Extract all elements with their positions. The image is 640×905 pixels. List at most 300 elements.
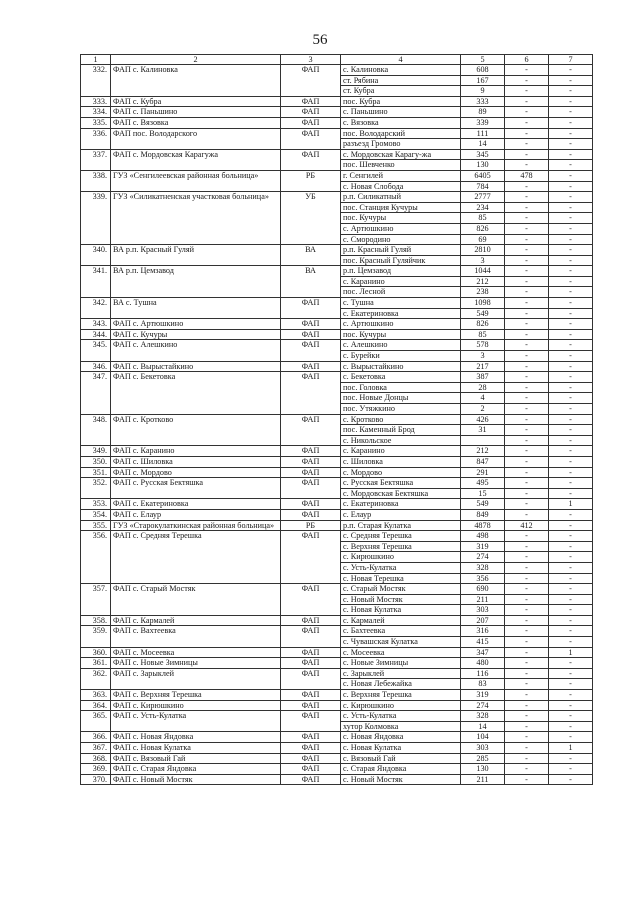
population: 85 xyxy=(461,329,505,340)
value-col-6: - xyxy=(505,509,549,520)
population: 495 xyxy=(461,478,505,489)
population: 130 xyxy=(461,764,505,775)
facility-type: ФАП xyxy=(281,668,341,689)
population: 549 xyxy=(461,308,505,319)
settlement-name: с. Алешкино xyxy=(341,340,461,351)
value-col-7: - xyxy=(549,372,593,383)
row-number: 359. xyxy=(81,626,111,647)
population: 847 xyxy=(461,456,505,467)
facility-type: ФАП xyxy=(281,700,341,711)
value-col-7: - xyxy=(549,584,593,595)
value-col-6: - xyxy=(505,319,549,330)
settlement-name: с. Новый Мостяк xyxy=(341,594,461,605)
value-col-7: - xyxy=(549,467,593,478)
settlement-name: с. Средняя Терешка xyxy=(341,531,461,542)
value-col-7: - xyxy=(549,425,593,436)
settlement-name: с. Мордовская Карагу-жа xyxy=(341,149,461,160)
value-col-6: - xyxy=(505,488,549,499)
facility-name: ФАП с. Вахтеевка xyxy=(111,626,281,647)
value-col-7: - xyxy=(549,202,593,213)
value-col-7: - xyxy=(549,382,593,393)
value-col-6: - xyxy=(505,139,549,150)
value-col-6: - xyxy=(505,414,549,425)
row-number: 341. xyxy=(81,266,111,298)
value-col-7: - xyxy=(549,732,593,743)
value-col-7: - xyxy=(549,414,593,425)
settlement-name: с. Верхняя Терешка xyxy=(341,690,461,701)
population: 328 xyxy=(461,711,505,722)
value-col-6: - xyxy=(505,679,549,690)
facility-name: ФАП с. Кармалей xyxy=(111,615,281,626)
settlement-name: с. Бахтеевка xyxy=(341,626,461,637)
row-number: 363. xyxy=(81,690,111,701)
settlement-name: с. Новая Кулатка xyxy=(341,605,461,616)
value-col-7: - xyxy=(549,764,593,775)
population: 549 xyxy=(461,499,505,510)
value-col-6: - xyxy=(505,626,549,637)
table-row xyxy=(81,690,593,701)
value-col-6: - xyxy=(505,96,549,107)
value-col-7: - xyxy=(549,170,593,181)
population: 319 xyxy=(461,541,505,552)
facility-name: ФАП с. Зарыклей xyxy=(111,668,281,689)
row-number: 356. xyxy=(81,531,111,584)
row-number: 340. xyxy=(81,245,111,266)
facility-type: ФАП xyxy=(281,753,341,764)
value-col-6: - xyxy=(505,75,549,86)
table-row xyxy=(81,149,593,160)
row-number: 360. xyxy=(81,647,111,658)
settlement-name: с. Русская Бектяшка xyxy=(341,478,461,489)
population: 347 xyxy=(461,647,505,658)
population: 69 xyxy=(461,234,505,245)
value-col-6: - xyxy=(505,329,549,340)
population: 578 xyxy=(461,340,505,351)
facility-type: ФАП xyxy=(281,732,341,743)
settlement-name: пос. Каменный Брод xyxy=(341,425,461,436)
value-col-7: - xyxy=(549,149,593,160)
facility-name: ФАП с. Новая Кулатка xyxy=(111,743,281,754)
value-col-7: - xyxy=(549,96,593,107)
value-col-7: - xyxy=(549,700,593,711)
population: 212 xyxy=(461,276,505,287)
facility-name: ГУЗ «Старокулаткинская районная больница» xyxy=(111,520,281,531)
settlement-name: пос. Станция Кучуры xyxy=(341,202,461,213)
value-col-7: - xyxy=(549,478,593,489)
settlement-name: хутор Колмовка xyxy=(341,721,461,732)
value-col-6: - xyxy=(505,308,549,319)
value-col-7: - xyxy=(549,435,593,446)
value-col-7: - xyxy=(549,319,593,330)
population: 15 xyxy=(461,488,505,499)
population: 111 xyxy=(461,128,505,139)
value-col-6: - xyxy=(505,743,549,754)
population: 234 xyxy=(461,202,505,213)
facility-type: ФАП xyxy=(281,329,341,340)
facility-type: ФАП xyxy=(281,414,341,446)
value-col-6: - xyxy=(505,774,549,785)
settlement-name: с. Чувашская Кулатка xyxy=(341,637,461,648)
facility-type: ФАП xyxy=(281,319,341,330)
settlement-name: пос. Головка xyxy=(341,382,461,393)
row-number: 335. xyxy=(81,117,111,128)
population: 291 xyxy=(461,467,505,478)
value-col-6: - xyxy=(505,202,549,213)
facility-name: ФАП с. Средняя Терешка xyxy=(111,531,281,584)
value-col-7: - xyxy=(549,75,593,86)
population: 274 xyxy=(461,700,505,711)
facility-name: ФАП с. Елаур xyxy=(111,509,281,520)
settlement-name: с. Смородино xyxy=(341,234,461,245)
facility-type: ФАП xyxy=(281,149,341,170)
settlement-name: с. Кротково xyxy=(341,414,461,425)
facility-type: ФАП xyxy=(281,361,341,372)
row-number: 333. xyxy=(81,96,111,107)
facility-name: ФАП с. Шиловка xyxy=(111,456,281,467)
facility-type: ФАП xyxy=(281,107,341,118)
population: 9 xyxy=(461,86,505,97)
settlement-name: пос. Кубра xyxy=(341,96,461,107)
value-col-7: - xyxy=(549,690,593,701)
value-col-7: 1 xyxy=(549,499,593,510)
population: 83 xyxy=(461,679,505,690)
row-number: 353. xyxy=(81,499,111,510)
settlement-name: с. Никольское xyxy=(341,435,461,446)
population: 2777 xyxy=(461,192,505,203)
row-number: 361. xyxy=(81,658,111,669)
table-row xyxy=(81,298,593,309)
settlement-name: с. Бурейки xyxy=(341,351,461,362)
table-row xyxy=(81,626,593,637)
value-col-6: - xyxy=(505,298,549,309)
facility-type: ФАП xyxy=(281,690,341,701)
population: 211 xyxy=(461,774,505,785)
value-col-6: - xyxy=(505,117,549,128)
population: 285 xyxy=(461,753,505,764)
table-row xyxy=(81,192,593,203)
row-number: 339. xyxy=(81,192,111,245)
value-col-7: - xyxy=(549,711,593,722)
value-col-6: - xyxy=(505,531,549,542)
settlement-name: пос. Утяжкино xyxy=(341,404,461,415)
settlement-name: с. Артюшкино xyxy=(341,319,461,330)
row-number: 354. xyxy=(81,509,111,520)
value-col-6: - xyxy=(505,637,549,648)
population: 333 xyxy=(461,96,505,107)
row-number: 338. xyxy=(81,170,111,191)
table-row xyxy=(81,117,593,128)
facility-type: ФАП xyxy=(281,456,341,467)
facility-name: ФАП с. Кучуры xyxy=(111,329,281,340)
header-col-3: 3 xyxy=(281,55,341,65)
table-row xyxy=(81,658,593,669)
population: 387 xyxy=(461,372,505,383)
facility-name: ФАП с. Старый Мостяк xyxy=(111,584,281,616)
value-col-7: - xyxy=(549,86,593,97)
value-col-6: - xyxy=(505,668,549,679)
population: 211 xyxy=(461,594,505,605)
population: 274 xyxy=(461,552,505,563)
value-col-7: - xyxy=(549,562,593,573)
facility-type: ФАП xyxy=(281,467,341,478)
facility-name: ФАП с. Калиновка xyxy=(111,65,281,97)
table-row xyxy=(81,531,593,542)
settlement-name: г. Сенгилей xyxy=(341,170,461,181)
population: 85 xyxy=(461,213,505,224)
facility-type: ФАП xyxy=(281,626,341,647)
population: 480 xyxy=(461,658,505,669)
settlement-name: с. Тушна xyxy=(341,298,461,309)
value-col-7: - xyxy=(549,488,593,499)
settlement-name: р.п. Красный Гуляй xyxy=(341,245,461,256)
value-col-6: - xyxy=(505,753,549,764)
value-col-6: - xyxy=(505,721,549,732)
settlement-name: с. Усть-Кулатка xyxy=(341,711,461,722)
header-col-4: 4 xyxy=(341,55,461,65)
value-col-6: - xyxy=(505,711,549,722)
facility-type: ФАП xyxy=(281,774,341,785)
facility-name: ФАП с. Мосеевка xyxy=(111,647,281,658)
population: 303 xyxy=(461,743,505,754)
table-row xyxy=(81,774,593,785)
row-number: 345. xyxy=(81,340,111,361)
settlement-name: с. Кирюшкино xyxy=(341,700,461,711)
value-col-7: - xyxy=(549,308,593,319)
facility-name: ВА р.п. Красный Гуляй xyxy=(111,245,281,266)
table-row xyxy=(81,668,593,679)
facility-type: ВА xyxy=(281,245,341,266)
row-number: 364. xyxy=(81,700,111,711)
facility-name: ФАП с. Вязовый Гай xyxy=(111,753,281,764)
value-col-7: - xyxy=(549,774,593,785)
settlement-name: с. Паньшино xyxy=(341,107,461,118)
facility-type: ФАП xyxy=(281,298,341,319)
population: 31 xyxy=(461,425,505,436)
row-number: 369. xyxy=(81,764,111,775)
value-col-7: 1 xyxy=(549,647,593,658)
value-col-6: - xyxy=(505,128,549,139)
facility-name: ФАП с. Екатериновка xyxy=(111,499,281,510)
value-col-7: - xyxy=(549,329,593,340)
value-col-7: - xyxy=(549,626,593,637)
table-row xyxy=(81,414,593,425)
value-col-6: - xyxy=(505,245,549,256)
value-col-7: - xyxy=(549,181,593,192)
value-col-7: - xyxy=(549,287,593,298)
value-col-6: - xyxy=(505,764,549,775)
settlement-name: с. Новая Кулатка xyxy=(341,743,461,754)
settlement-name: с. Екатериновка xyxy=(341,308,461,319)
table-row xyxy=(81,266,593,277)
facility-type: ФАП xyxy=(281,372,341,414)
value-col-6: - xyxy=(505,690,549,701)
facility-name: ФАП с. Старая Яндовка xyxy=(111,764,281,775)
value-col-7: - xyxy=(549,658,593,669)
value-col-7: - xyxy=(549,361,593,372)
value-col-6: - xyxy=(505,647,549,658)
row-number: 367. xyxy=(81,743,111,754)
population: 212 xyxy=(461,446,505,457)
value-col-6: - xyxy=(505,266,549,277)
value-col-6: - xyxy=(505,160,549,171)
value-col-7: - xyxy=(549,266,593,277)
facility-name: ФАП с. Каранино xyxy=(111,446,281,457)
facility-name: ФАП с. Новые Зимницы xyxy=(111,658,281,669)
population: 415 xyxy=(461,637,505,648)
value-col-6: - xyxy=(505,584,549,595)
row-number: 366. xyxy=(81,732,111,743)
value-col-7: 1 xyxy=(549,743,593,754)
table-row xyxy=(81,107,593,118)
facility-type: ФАП xyxy=(281,446,341,457)
population: 426 xyxy=(461,414,505,425)
settlement-name: с. Новые Зимницы xyxy=(341,658,461,669)
value-col-6: - xyxy=(505,361,549,372)
settlement-name: р.п. Цемзавод xyxy=(341,266,461,277)
value-col-6: - xyxy=(505,573,549,584)
settlement-name: с. Новая Яндовка xyxy=(341,732,461,743)
table-row xyxy=(81,700,593,711)
table-body xyxy=(81,65,593,785)
value-col-7: - xyxy=(549,637,593,648)
settlement-name: с. Каранино xyxy=(341,276,461,287)
value-col-6: - xyxy=(505,351,549,362)
facility-type: ФАП xyxy=(281,743,341,754)
table-row xyxy=(81,753,593,764)
settlement-name: с. Мосеевка xyxy=(341,647,461,658)
settlement-name: с. Новая Слобода xyxy=(341,181,461,192)
settlement-name: с. Зарыклей xyxy=(341,668,461,679)
value-col-7: - xyxy=(549,393,593,404)
facility-name: ФАП с. Новая Яндовка xyxy=(111,732,281,743)
population: 608 xyxy=(461,65,505,76)
facility-name: ВА с. Тушна xyxy=(111,298,281,319)
row-number: 336. xyxy=(81,128,111,149)
value-col-7: - xyxy=(549,255,593,266)
population: 1044 xyxy=(461,266,505,277)
value-col-6: - xyxy=(505,404,549,415)
facility-name: ФАП с. Русская Бектяшка xyxy=(111,478,281,499)
population: 303 xyxy=(461,605,505,616)
facility-name: ФАП с. Кротково xyxy=(111,414,281,446)
table-row xyxy=(81,96,593,107)
facility-name: ФАП с. Алешкино xyxy=(111,340,281,361)
population: 4 xyxy=(461,393,505,404)
value-col-7: - xyxy=(549,340,593,351)
facility-type: УБ xyxy=(281,192,341,245)
value-col-7: - xyxy=(549,117,593,128)
facility-type: ФАП xyxy=(281,764,341,775)
header-row xyxy=(81,55,593,65)
facility-name: ФАП с. Артюшкино xyxy=(111,319,281,330)
table-row xyxy=(81,245,593,256)
value-col-7: - xyxy=(549,594,593,605)
value-col-7: - xyxy=(549,298,593,309)
row-number: 334. xyxy=(81,107,111,118)
row-number: 344. xyxy=(81,329,111,340)
value-col-7: - xyxy=(549,668,593,679)
settlement-name: пос. Володарский xyxy=(341,128,461,139)
value-col-6: - xyxy=(505,446,549,457)
row-number: 355. xyxy=(81,520,111,531)
population: 316 xyxy=(461,626,505,637)
value-col-6: - xyxy=(505,615,549,626)
facility-type: РБ xyxy=(281,520,341,531)
value-col-6: - xyxy=(505,372,549,383)
header-col-2: 2 xyxy=(111,55,281,65)
value-col-7: - xyxy=(549,276,593,287)
value-col-7: - xyxy=(549,615,593,626)
facility-name: ФАП с. Кубра xyxy=(111,96,281,107)
table-row xyxy=(81,319,593,330)
table-row xyxy=(81,372,593,383)
table-row xyxy=(81,65,593,76)
facility-name: ФАП с. Вырыстайкино xyxy=(111,361,281,372)
value-col-7: - xyxy=(549,679,593,690)
settlement-name: с. Старая Яндовка xyxy=(341,764,461,775)
facility-name: ФАП с. Вязовка xyxy=(111,117,281,128)
settlement-name: с. Артюшкино xyxy=(341,223,461,234)
table-row xyxy=(81,584,593,595)
facility-type: ФАП xyxy=(281,96,341,107)
population: 690 xyxy=(461,584,505,595)
facility-type: ВА xyxy=(281,266,341,298)
settlement-name: с. Верхняя Терешка xyxy=(341,541,461,552)
facility-type: ФАП xyxy=(281,499,341,510)
population: 498 xyxy=(461,531,505,542)
value-col-7: - xyxy=(549,541,593,552)
row-number: 332. xyxy=(81,65,111,97)
value-col-7: - xyxy=(549,128,593,139)
row-number: 357. xyxy=(81,584,111,616)
value-col-7: - xyxy=(549,160,593,171)
value-col-6: - xyxy=(505,393,549,404)
row-number: 348. xyxy=(81,414,111,446)
value-col-6: - xyxy=(505,149,549,160)
table-row xyxy=(81,340,593,351)
value-col-6: - xyxy=(505,499,549,510)
row-number: 350. xyxy=(81,456,111,467)
settlement-name: с. Вырыстайкино xyxy=(341,361,461,372)
value-col-6: - xyxy=(505,255,549,266)
value-col-6: - xyxy=(505,86,549,97)
population: 14 xyxy=(461,721,505,732)
population: 14 xyxy=(461,139,505,150)
value-col-6: - xyxy=(505,541,549,552)
value-col-6: - xyxy=(505,181,549,192)
header-col-6: 6 xyxy=(505,55,549,65)
table-row xyxy=(81,615,593,626)
population: 4878 xyxy=(461,520,505,531)
facility-type: ФАП xyxy=(281,711,341,732)
settlement-name: с. Вязовка xyxy=(341,117,461,128)
value-col-6: - xyxy=(505,192,549,203)
value-col-7: - xyxy=(549,531,593,542)
value-col-6: - xyxy=(505,456,549,467)
row-number: 362. xyxy=(81,668,111,689)
facility-name: ФАП с. Кирюшкино xyxy=(111,700,281,711)
value-col-6: 478 xyxy=(505,170,549,181)
facility-table xyxy=(80,54,593,785)
row-number: 337. xyxy=(81,149,111,170)
population: 356 xyxy=(461,573,505,584)
table-row xyxy=(81,467,593,478)
value-col-6: - xyxy=(505,552,549,563)
value-col-6: - xyxy=(505,382,549,393)
settlement-name: пос. Кучуры xyxy=(341,329,461,340)
settlement-name: с. Усть-Кулатка xyxy=(341,562,461,573)
value-col-7: - xyxy=(549,192,593,203)
